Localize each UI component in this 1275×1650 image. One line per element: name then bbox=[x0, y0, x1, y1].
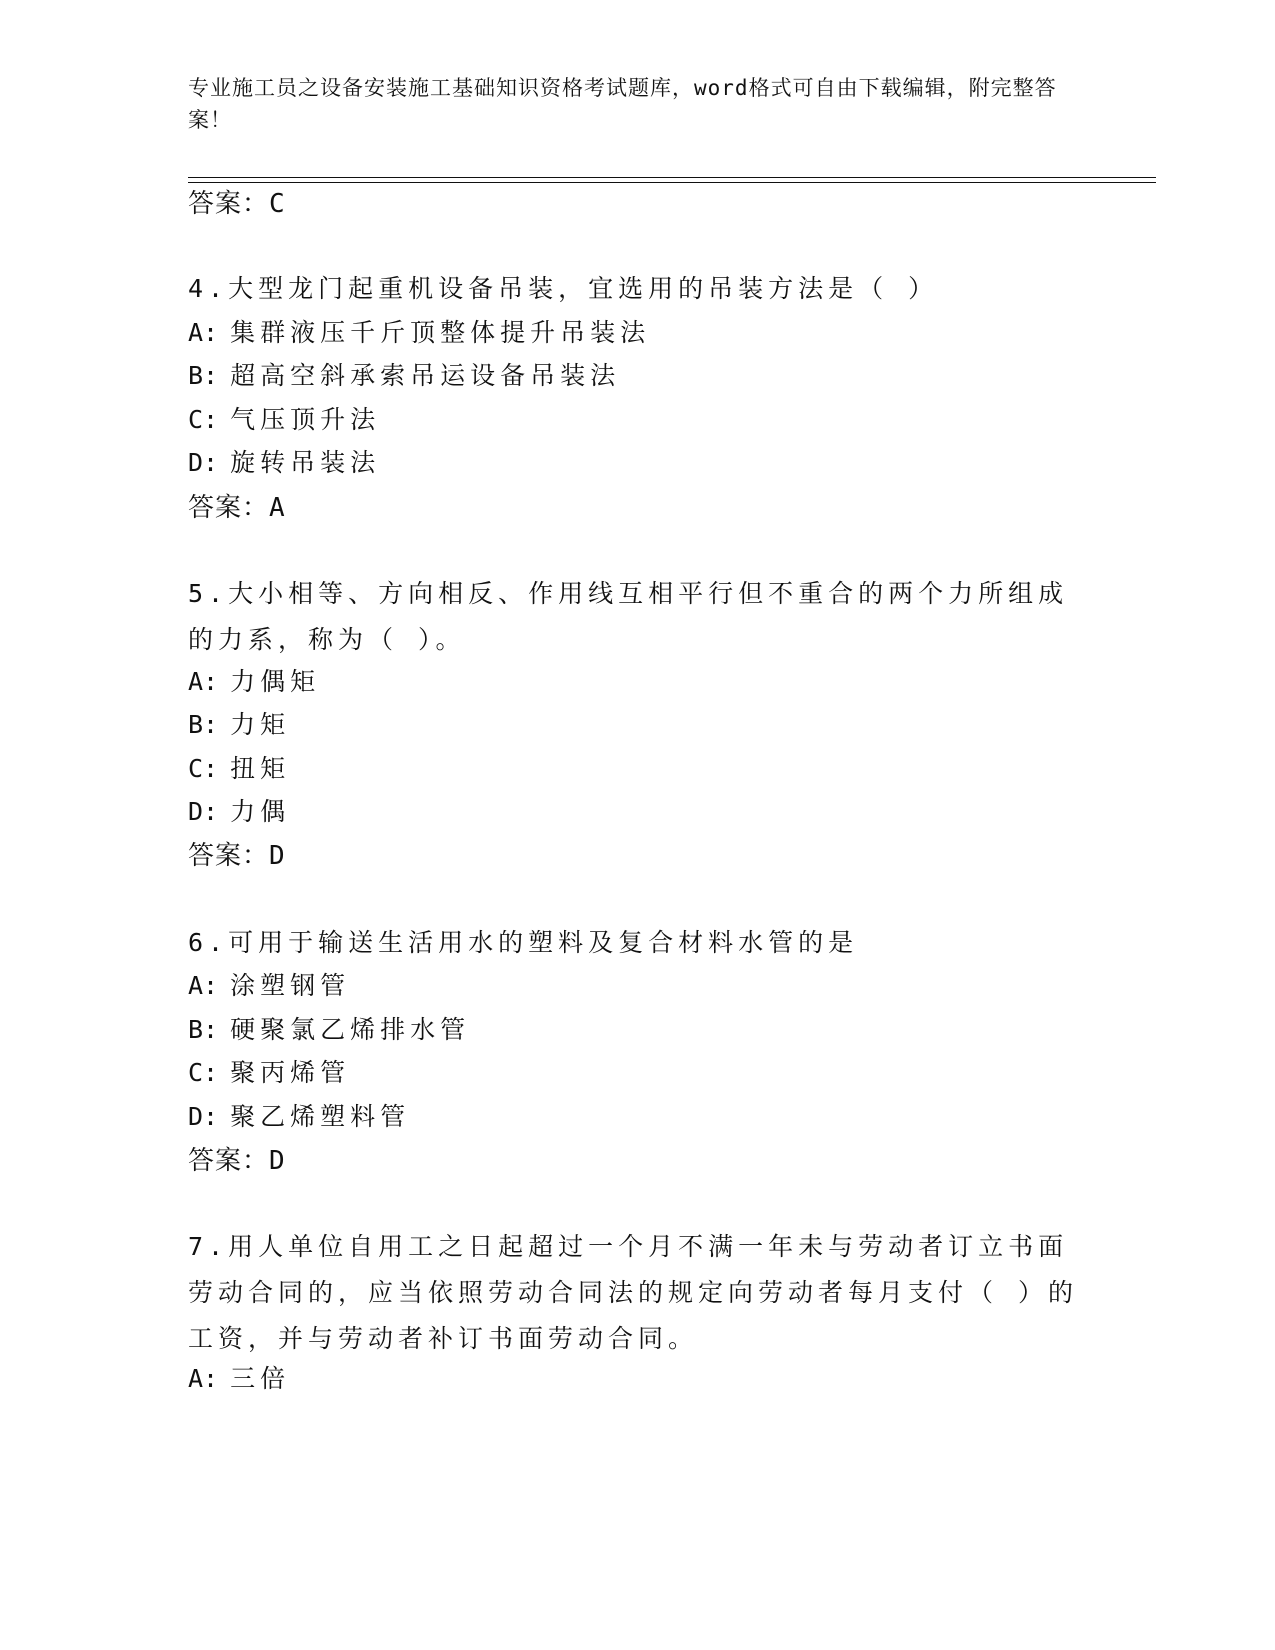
answer-value: C bbox=[269, 189, 286, 219]
option-text: 气压顶升法 bbox=[230, 405, 381, 434]
option-text: 超高空斜承索吊运设备吊装法 bbox=[230, 361, 621, 390]
option-key: A: bbox=[188, 318, 219, 347]
answer-line bbox=[188, 186, 286, 222]
option-a bbox=[188, 315, 650, 351]
option-text: 涂塑钢管 bbox=[230, 971, 351, 1000]
question-stem: 5.大小相等、方向相反、作用线互相平行但不重合的两个力所组成的力系，称为（ ）。 bbox=[188, 579, 1069, 654]
document-header: 专业施工员之设备安装施工基础知识资格考试题库，word格式可自由下载编辑，附完整答案！ bbox=[188, 76, 1057, 132]
question-stem: 4.大型龙门起重机设备吊装，宜选用的吊装方法是（ ） bbox=[188, 274, 939, 303]
option-text: 集群液压千斤顶整体提升吊装法 bbox=[230, 318, 651, 347]
answer-label: 答案： bbox=[188, 1146, 270, 1176]
answer-label: 答案： bbox=[188, 493, 270, 523]
answer-label: 答案： bbox=[188, 189, 270, 219]
option-text: 力矩 bbox=[230, 710, 291, 739]
option-text: 三倍 bbox=[230, 1364, 291, 1393]
option-a bbox=[188, 968, 350, 1004]
option-text: 聚乙烯塑料管 bbox=[230, 1102, 411, 1131]
option-key: A: bbox=[188, 971, 219, 1000]
option-key: D: bbox=[188, 448, 219, 477]
option-text: 聚丙烯管 bbox=[230, 1058, 351, 1087]
option-b bbox=[188, 707, 290, 743]
option-d bbox=[188, 445, 380, 481]
question-stem: 7.用人单位自用工之日起超过一个月不满一年未与劳动者订立书面劳动合同的，应当依照劳动合同法的规定向劳动者每月支付（ ）的工资，并与劳动者补订书面劳动合同。 bbox=[188, 1232, 1079, 1353]
answer-line bbox=[188, 1143, 286, 1179]
question-stem: 6.可用于输送生活用水的塑料及复合材料水管的是 bbox=[188, 928, 859, 957]
option-b bbox=[188, 1012, 470, 1048]
option-b bbox=[188, 358, 620, 394]
option-c bbox=[188, 402, 380, 438]
option-key: C: bbox=[188, 754, 219, 783]
option-d bbox=[188, 794, 290, 830]
answer-value: D bbox=[269, 841, 286, 871]
option-key: B: bbox=[188, 1015, 219, 1044]
option-c bbox=[188, 751, 290, 787]
option-d bbox=[188, 1099, 410, 1135]
option-c bbox=[188, 1055, 350, 1091]
option-key: B: bbox=[188, 361, 219, 390]
option-text: 旋转吊装法 bbox=[230, 448, 381, 477]
answer-line bbox=[188, 490, 286, 526]
option-text: 力偶 bbox=[230, 797, 291, 826]
answer-value: D bbox=[269, 1146, 286, 1176]
option-key: B: bbox=[188, 710, 219, 739]
option-key: D: bbox=[188, 797, 219, 826]
option-text: 力偶矩 bbox=[230, 667, 321, 696]
header-divider-bottom bbox=[188, 182, 1156, 183]
option-key: C: bbox=[188, 405, 219, 434]
option-key: C: bbox=[188, 1058, 219, 1087]
option-key: D: bbox=[188, 1102, 219, 1131]
header-divider-top bbox=[188, 177, 1156, 178]
option-text: 硬聚氯乙烯排水管 bbox=[230, 1015, 471, 1044]
answer-line bbox=[188, 838, 286, 874]
option-a bbox=[188, 1361, 290, 1397]
option-key: A: bbox=[188, 1364, 219, 1393]
option-a bbox=[188, 664, 320, 700]
option-text: 扭矩 bbox=[230, 754, 291, 783]
option-key: A: bbox=[188, 667, 219, 696]
answer-label: 答案： bbox=[188, 841, 270, 871]
answer-value: A bbox=[269, 493, 286, 523]
